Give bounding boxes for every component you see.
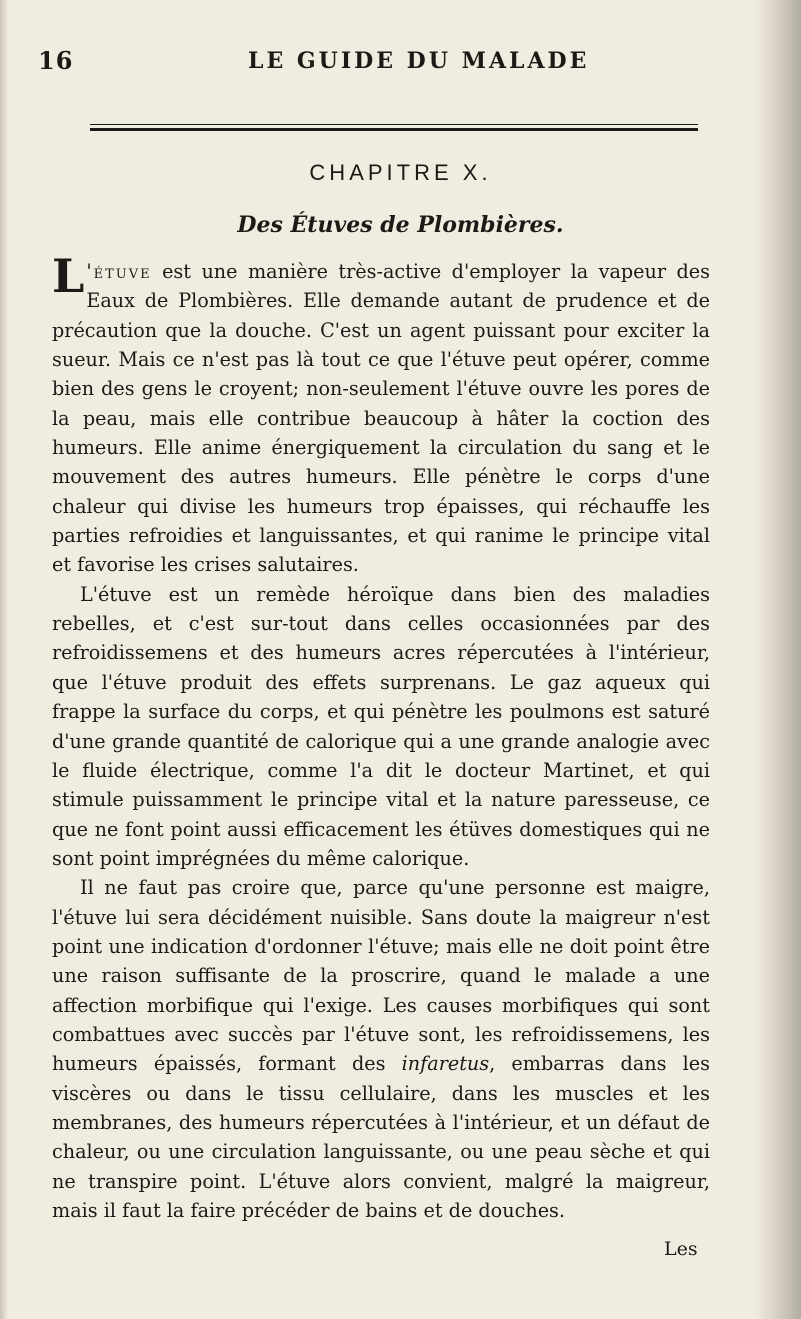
paragraph-3 <box>52 873 710 1225</box>
paragraph-3-text-b: , embarras dans les viscères ou dans le tissu cellulaire, dans les muscles et les membranes, des humeurs répercutées à l'intérieur, et un défaut de chaleur, ou une circulation languissante, ou une peau sèche et qui ne transpire point. L'étuve alors convient, malgré la maigreur, mais il faut la faire précéder de bains et de douches. <box>52 1052 710 1222</box>
page-left-edge <box>0 0 8 1319</box>
paragraph-1-text: est une manière très-active d'employer la vapeur des Eaux de Plombières. Elle demande autant de prudence et de précaution que la douche. C'est un agent puissant pour exciter la sueur. Mais ce n'est pas là tout ce que l'étuve peut opérer, comme bien des gens le croyent; non-seulement l'étuve ouvre les pores de la peau, mais elle contribue beaucoup à hâter la coction des humeurs. Elle anime énergiquement la circulation du sang et le mouvement des autres humeurs. Elle pénètre le corps d'une chaleur qui divise les humeurs trop épaisses, qui réchauffe les parties refroidies et languissantes, et qui ranime le principe vital et favorise les crises salutaires. <box>52 260 710 577</box>
drop-cap: L <box>52 249 85 303</box>
paragraph-2: L'étuve est un remède héroïque dans bien des maladies rebelles, et c'est sur-tout dans celles occasionnées par des refroidissemens et des humeurs acres répercutées à l'intérieur, que l'étuve produit des effets surprenans. Le gaz aqueux qui frappe la surface du corps, et qui pénètre les poulmons est saturé d'une grande quantité de calorique qui a une grande analogie avec le fluide électrique, comme l'a dit le docteur Martinet, et qui stimule puissamment le principe vital et la nature paresseuse, ce que ne font point aussi efficacement les étüves domestiques qui ne sont point imprégnées du même calorique. <box>52 582 710 870</box>
running-title: LE GUIDE DU MALADE <box>248 48 590 74</box>
chapter-number: CHAPITRE X. <box>309 160 492 185</box>
italic-term: infaretus <box>401 1052 490 1076</box>
page-header <box>38 46 703 86</box>
page-number: 16 <box>38 46 74 75</box>
catchword: Les <box>664 1238 698 1260</box>
chapter-title: Des Étuves de Plombières. <box>237 212 564 238</box>
paragraph-1 <box>52 249 710 580</box>
page-binding-edge <box>755 0 801 1319</box>
header-rule <box>90 128 698 131</box>
paragraph-3-text-a: Il ne faut pas croire que, parce qu'une personne est maigre, l'étuve lui sera décidément nuisible. Sans doute la maigreur n'est point une indication d'ordonner l'étuve; mais elle ne doit point être une raison suffisante de la proscrire, quand le malade a une affection morbifique qui l'exige. Les causes morbifiques qui sont combattues avec succès par l'étuve sont, les refroidissemens, les humeurs épaissés, formant des <box>52 876 710 1076</box>
paragraph-lead: 'étuve <box>86 260 152 283</box>
body-text <box>52 249 710 1225</box>
header-rule-thin <box>90 124 698 125</box>
